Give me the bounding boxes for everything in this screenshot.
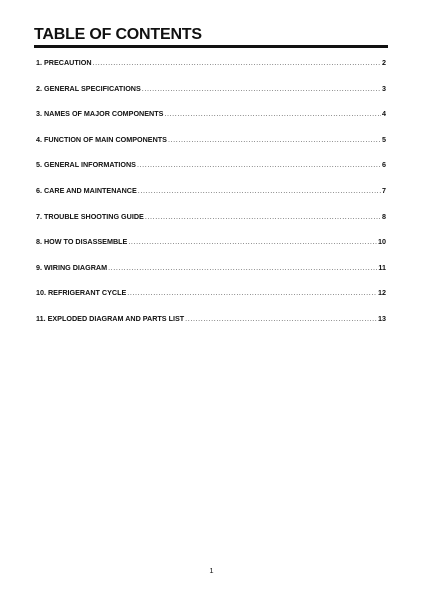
- toc-entry-page: 12: [378, 288, 386, 298]
- toc-entry-general-informations[interactable]: [36, 160, 386, 186]
- toc-dot-leader: [108, 263, 377, 273]
- toc-entry-label: 8. HOW TO DISASSEMBLE: [36, 237, 128, 247]
- toc-entry-label: 9. WIRING DIAGRAM: [36, 262, 108, 272]
- toc-entry-label: 7. TROUBLE SHOOTING GUIDE: [36, 211, 144, 221]
- toc-entry-label: 6. CARE AND MAINTENANCE: [36, 185, 137, 195]
- toc-entry-care-and-maintenance[interactable]: [36, 186, 386, 212]
- toc-entry-exploded-diagram-and-parts-list[interactable]: [36, 314, 386, 340]
- toc-entry-label: 10. REFRIGERANT CYCLE: [36, 288, 127, 298]
- toc-entry-page: 10: [378, 237, 386, 247]
- toc-entry-label: 1. PRECAUTION: [36, 58, 92, 67]
- toc-entry-label: 4. FUNCTION OF MAIN COMPONENTS: [36, 134, 167, 144]
- toc-entry-page: 2: [382, 58, 386, 67]
- toc-entry-page: 4: [382, 109, 386, 119]
- toc-dot-leader: [145, 212, 381, 222]
- toc-entry-page: 11: [378, 262, 386, 272]
- page-number: 1: [209, 566, 214, 575]
- toc-entry-how-to-disassemble[interactable]: [36, 237, 386, 263]
- toc-dot-leader: [138, 186, 381, 196]
- toc-entry-label: 3. NAMES OF MAJOR COMPONENTS: [36, 109, 164, 119]
- toc-entry-page: 13: [378, 313, 386, 323]
- toc-entry-wiring-diagram[interactable]: [36, 263, 386, 289]
- toc-entry-refrigerant-cycle[interactable]: [36, 288, 386, 314]
- toc-entry-page: 6: [382, 160, 386, 170]
- toc-entry-label: 5. GENERAL INFORMATIONS: [36, 160, 136, 170]
- title-rule: [34, 45, 388, 48]
- toc-dot-leader: [164, 109, 381, 119]
- toc-dot-leader: [127, 288, 377, 298]
- toc-list: [36, 58, 386, 340]
- toc-entry-page: 7: [382, 185, 386, 195]
- toc-entry-general-specifications[interactable]: [36, 84, 386, 110]
- toc-entry-label: 2. GENERAL SPECIFICATIONS: [36, 83, 141, 93]
- toc-dot-leader: [93, 58, 381, 68]
- toc-entry-function-of-main-components[interactable]: [36, 135, 386, 161]
- toc-dot-leader: [137, 160, 381, 170]
- toc-dot-leader: [128, 237, 377, 247]
- toc-entry-label: 11. EXPLODED DIAGRAM AND PARTS LIST: [36, 313, 185, 323]
- toc-dot-leader: [142, 84, 381, 94]
- toc-entry-page: 3: [382, 83, 386, 93]
- toc-entry-precaution[interactable]: [36, 58, 386, 84]
- toc-entry-trouble-shooting-guide[interactable]: [36, 212, 386, 238]
- toc-entry-page: 8: [382, 211, 386, 221]
- toc-entry-names-of-major-components[interactable]: [36, 109, 386, 135]
- toc-dot-leader: [168, 135, 381, 145]
- toc-entry-page: 5: [382, 134, 386, 144]
- toc-dot-leader: [185, 314, 377, 324]
- page-title: TABLE OF CONTENTS: [34, 26, 202, 43]
